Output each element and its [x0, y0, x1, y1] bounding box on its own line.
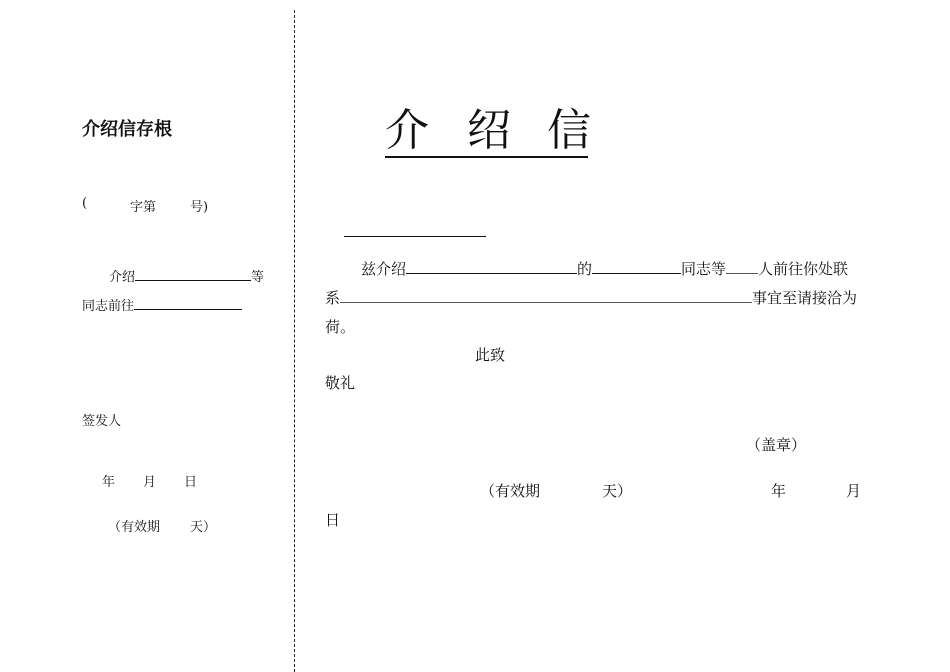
- letter-day: 日: [325, 511, 341, 529]
- stub-intro-line: [109, 266, 264, 285]
- jingli-text: 敬礼: [325, 374, 356, 392]
- recipient-blank[interactable]: [344, 236, 486, 237]
- para-prefix: 兹介绍: [361, 260, 407, 278]
- stub-intro-prefix: 介绍: [109, 270, 136, 285]
- line2-xi: 系: [325, 289, 341, 307]
- cizhi-text: 此致: [475, 346, 506, 364]
- count-blank[interactable]: [726, 259, 758, 274]
- letter-validity-open: （有效期: [480, 482, 541, 500]
- para-de: 的: [577, 260, 593, 278]
- stub-goto-blank[interactable]: [134, 295, 242, 310]
- letter-line-1: [361, 258, 848, 279]
- cut-line-divider: [294, 10, 295, 672]
- letter-validity-close: 天）: [602, 482, 633, 500]
- line2-suffix: 事宜至请接洽为: [752, 289, 858, 307]
- letter-line-3: 荷。: [325, 318, 356, 336]
- stub-title: 介绍信存根: [82, 119, 172, 140]
- seal-label: （盖章）: [746, 436, 807, 454]
- title-char-3: 信: [547, 105, 591, 156]
- letter-line-2: [325, 287, 857, 308]
- name-blank[interactable]: [592, 259, 681, 274]
- title-char-2: 绍: [467, 105, 511, 156]
- letter-title: [385, 105, 591, 158]
- stub-ref-hao: 号): [190, 200, 209, 215]
- letter-year: 年: [771, 482, 787, 500]
- para-ren: 人前往你处联: [758, 260, 849, 278]
- stub-signer: 签发人: [82, 414, 122, 429]
- stub-goto-label: 同志前往: [82, 299, 135, 314]
- stub-intro-blank[interactable]: [135, 266, 251, 281]
- stub-validity-open: （有效期: [108, 520, 161, 535]
- stub-goto-line: [82, 295, 242, 314]
- matter-blank[interactable]: [340, 288, 752, 303]
- stub-intro-suffix: 等: [251, 270, 265, 285]
- title-char-1: 介: [385, 105, 429, 156]
- stub-day: 日: [184, 475, 198, 490]
- stub-ref-zi-di: 字第: [130, 200, 157, 215]
- stub-year: 年: [102, 475, 116, 490]
- stub-month: 月: [143, 475, 157, 490]
- stub-ref-open: (: [82, 196, 88, 211]
- letter-month: 月: [846, 482, 862, 500]
- stub-validity-close: 天）: [190, 520, 217, 535]
- unit-blank[interactable]: [406, 259, 577, 274]
- para-tongzhideng: 同志等: [681, 260, 727, 278]
